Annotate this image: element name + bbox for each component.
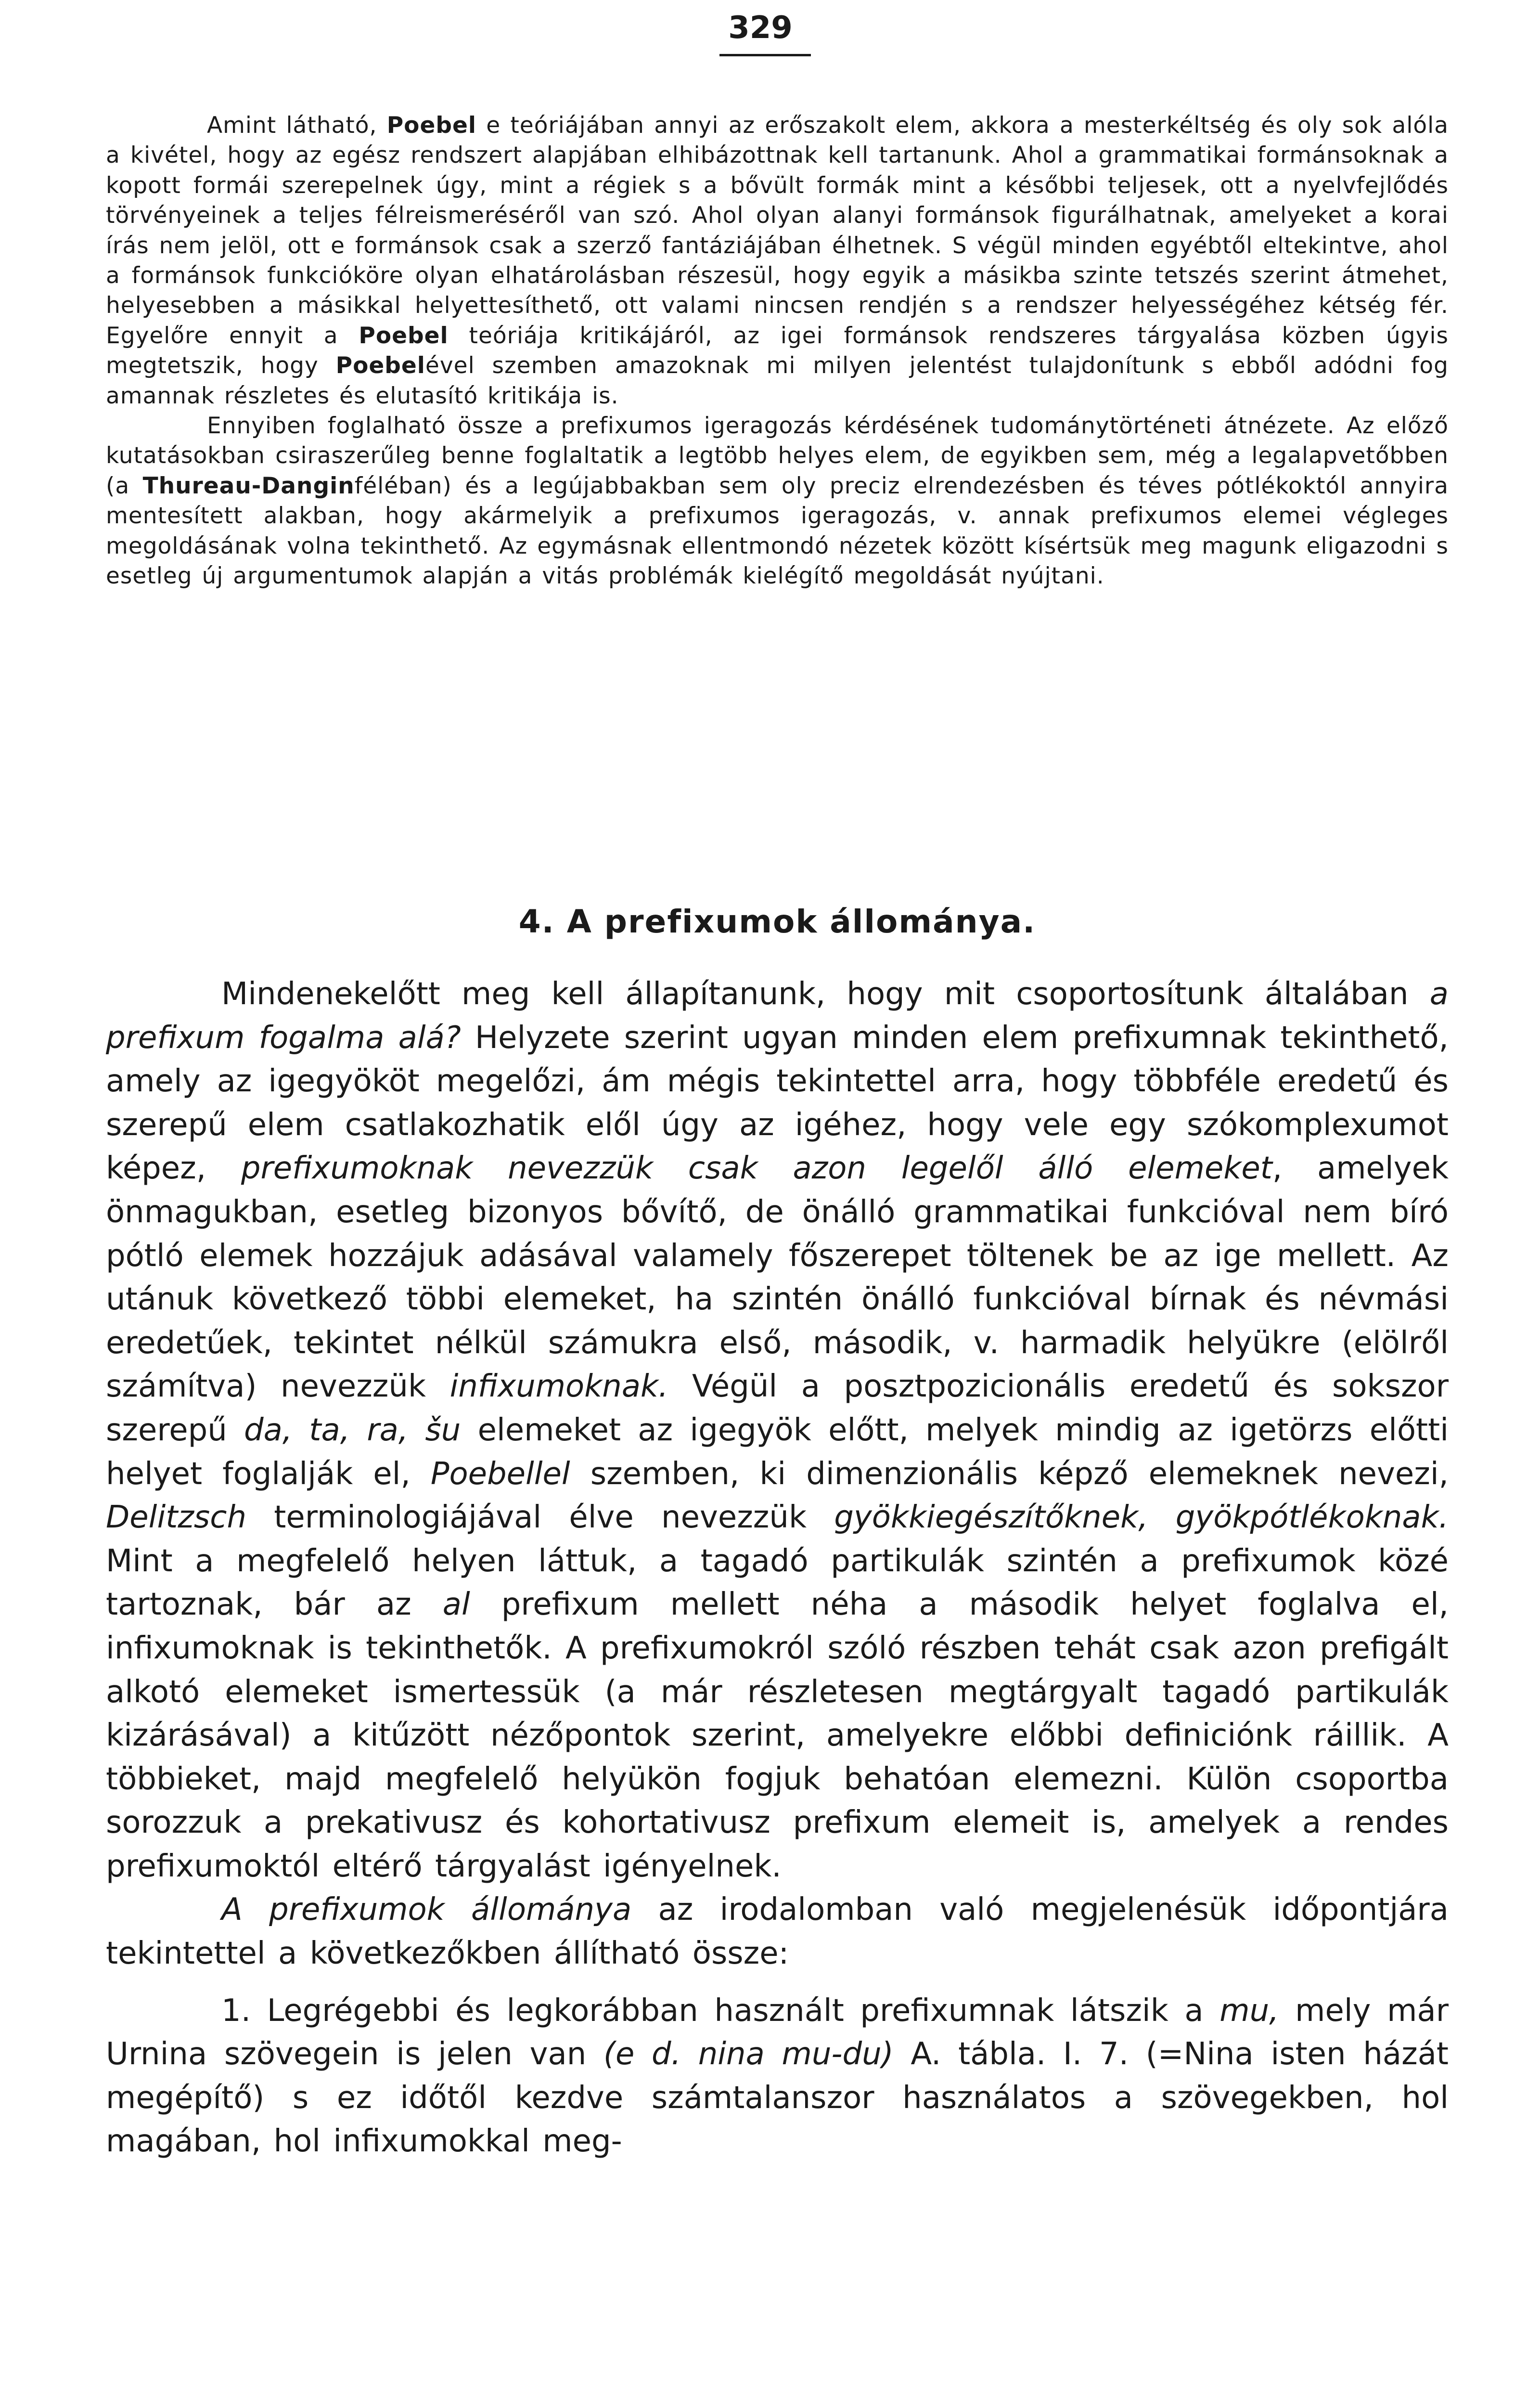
italic-text: prefixumoknak nevezzük csak azon legelől álló elemeket: [241, 1151, 1272, 1187]
bold-text: Poebel: [386, 112, 476, 139]
text-run: ével szemben amazoknak mi milyen jelentést tulajdonítunk s ebből adódni fog amannak részletes és elutasító kritikája is.: [106, 352, 1449, 409]
text-run: 1. Legrégebbi és legkorábban használt prefixumnak látszik a: [221, 1993, 1220, 2029]
italic-text: Poebellel: [430, 1456, 570, 1492]
section-heading: 4. A prefixumok állománya.: [518, 903, 1036, 940]
text-run: elemeket az igegyök előtt, melyek mindig az igetörzs előtti helyet foglalják el,: [106, 1412, 1449, 1492]
bold-text: Poebel: [335, 352, 425, 379]
text-run: prefixum mellett néha a második helyet foglalva el, infixumoknak is tekinthetők. A prefixumokról szóló részben tehát csak azon prefigált alkotó elemeket ismertessük (a már részletesen megtárgyalt tagadó partikulák kizárásával) a kitűzött nézőpontok szerint, amelyekre előbbi definiciónk ráillik. A többieket, majd megfelelő helyükön fogjuk behatóan elemezni. Külön csoportba sorozzuk a prekativusz és kohortativusz prefixum elemeit is, amelyek a rendes prefixumoktól eltérő tárgyalást igényelnek.: [106, 1587, 1449, 1884]
bold-text: Poebel: [359, 322, 449, 349]
italic-text: A prefixumok állománya: [221, 1892, 632, 1928]
text-run: Mint a megfelelő helyen láttuk, a tagadó partikulák szintén a prefixumok közé tartoznak, bár az: [106, 1543, 1449, 1623]
paragraph: [106, 1989, 1449, 2163]
italic-text: Delitzsch: [106, 1500, 246, 1536]
italic-text: da, ta, ra, šu: [244, 1412, 461, 1448]
paragraph: [106, 111, 1449, 411]
italic-text: mu,: [1219, 1993, 1279, 2029]
text-run: , amelyek önmagukban, esetleg bizonyos bővítő, de önálló grammatikai funkcióval nem bíró pótló elemek hozzájuk adásával valamely főszerepet töltenek be az ige mellett. Az utánuk következő többi elemeket, ha szintén önálló funkcióval bírnak és névmási eredetűek, tekintet nélkül számukra első, második, v. harmadik helyükre (elölről számítva) nevezzük: [106, 1151, 1449, 1405]
main-text-section: [106, 972, 1449, 2163]
bold-text: Thureau-Dangin: [142, 472, 355, 499]
text-run: Amint látható,: [207, 112, 387, 139]
italic-text: gyökkiegészítőknek, gyökpótlékoknak.: [834, 1500, 1449, 1536]
text-run: Helyzete szerint ugyan minden elem prefixumnak tekinthető, amely az igegyököt megelőzi, ám mégis tekintettel arra, hogy többféle eredetű és szerepű elem csatlakozhatik elől úgy az igéhez, hogy vele egy szókomplexumot képez,: [106, 1020, 1449, 1187]
text-run: Ennyiben foglalható össze a prefixumos igeragozás kérdésének tudománytörténeti átnézete. Az előző kutatásokban csiraszerűleg benne foglaltatik a legtöbb helyes elem, de egyikben sem, még a legalapvetőbben (a: [106, 413, 1449, 499]
paragraph: [106, 1888, 1449, 1975]
page-number-underline: [719, 54, 811, 56]
italic-text: (e d. nina mu-du): [603, 2036, 894, 2072]
text-run: féléban) és a legújabbakban sem oly preciz elrendezésben és téves pótlékoktól annyira mentesített alakban, hogy akármelyik a prefixumos igeragozás, v. annak prefixumos elemei végleges megoldásának volna tekinthető. Az egymásnak ellentmondó nézetek között kísértsük meg magunk eligazodni s esetleg új argumentumok alapján a vitás problémák kielégítő megoldását nyújtani.: [106, 472, 1449, 590]
text-run: teóriája kritikájáról, az igei formánsok rendszeres tárgyalása közben úgyis megtetszik, hogy: [106, 322, 1449, 379]
text-run: mely már Urnina szövegein is jelen van: [106, 1993, 1449, 2072]
text-run: az irodalomban való megjelenésük időpontjára tekintettel a következőkben állítható össze:: [106, 1892, 1449, 1972]
text-run: Végül a posztpozicionális eredetű és sokszor szerepű: [106, 1369, 1449, 1448]
italic-text: a prefixum fogalma alá?: [106, 976, 1449, 1056]
text-run: e teóriájában annyi az erőszakolt elem, akkora a mesterkéltség és oly sok alóla a kivétel, hogy az egész rendszert alapjában elhibázottnak kell tartanunk. Ahol a grammatikai formánsoknak a kopott formái szerepelnek úgy, mint a régiek s a bővült formák mint a későbbi teljesek, ott a nyelvfejlődés törvényeinek a teljes félreismeréséről van szó. Ahol olyan alanyi formánsok figurálhatnak, amelyeket a korai írás nem jelöl, ott e formánsok csak a szerző fantáziájában élhetnek. S végül minden egyébtől eltekintve, ahol a formánsok funkcióköre olyan elhatárolásban részesül, hogy egyik a másikba szinte tetszés szerint átmehet, helyesebben a másikkal helyettesíthető, ott valami nincsen rendjén s a rendszer helyességéhez kétség fér. Egyelőre ennyit a: [106, 112, 1449, 349]
italic-text: infixumoknak.: [449, 1369, 668, 1405]
text-run: szemben, ki dimenzionális képző elemeknek nevezi,: [570, 1456, 1449, 1492]
text-run: terminologiájával élve nevezzük: [246, 1500, 834, 1536]
small-print-section: [106, 111, 1449, 592]
paragraph: [106, 972, 1449, 1888]
paragraph: [106, 411, 1449, 591]
page-number: 329: [728, 10, 793, 46]
italic-text: al: [442, 1587, 470, 1623]
text-run: A. tábla. I. 7. (=Nina isten házát megépítő) s ez időtől kezdve számtalanszor használatos a szövegekben, hol magában, hol infixumokkal meg-: [106, 2036, 1449, 2160]
text-run: Mindenekelőtt meg kell állapítanunk, hogy mit csoportosítunk általában: [221, 976, 1430, 1012]
